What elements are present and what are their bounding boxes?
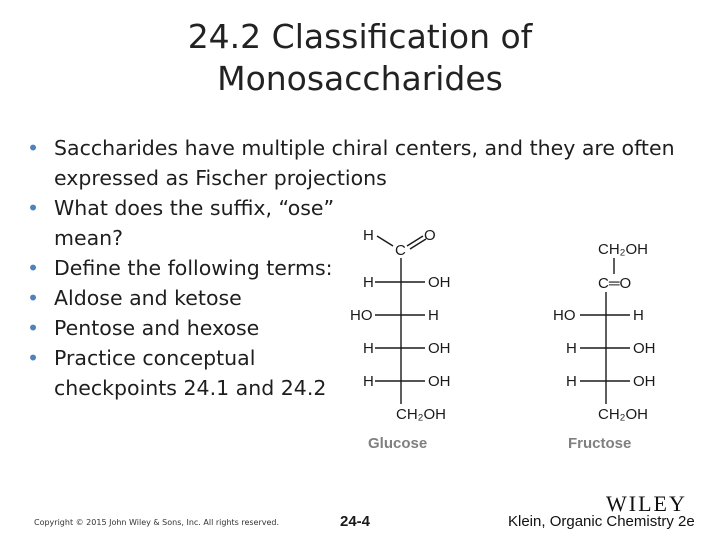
bullet-text: Define the following terms: bbox=[54, 256, 333, 280]
glucose-row-left: H bbox=[363, 373, 374, 390]
glucose-row-right: OH bbox=[428, 274, 451, 291]
copyright-notice: Copyright © 2015 John Wiley & Sons, Inc. All rights reserved. bbox=[34, 518, 280, 527]
glucose-caption: Glucose bbox=[368, 435, 428, 452]
slide-title-line-2: Monosaccharides bbox=[217, 59, 503, 98]
glucose-row-left: H bbox=[363, 340, 374, 357]
bullet-icon: • bbox=[27, 346, 40, 370]
glucose-aldehyde-o: O bbox=[424, 227, 436, 244]
glucose-row-left: H bbox=[363, 274, 374, 291]
bullet-icon: • bbox=[27, 196, 40, 220]
bullet-text: Aldose and ketose bbox=[54, 286, 242, 310]
bullet-text: Practice conceptual checkpoints 24.1 and 24.2 bbox=[54, 346, 327, 400]
glucose-row-right: OH bbox=[428, 340, 451, 357]
wiley-logo: WILEY bbox=[606, 491, 687, 516]
glucose-co-double-bond bbox=[407, 236, 423, 246]
fructose-row-right: OH bbox=[633, 340, 656, 357]
bullet-item bbox=[27, 343, 354, 403]
bullet-icon: • bbox=[27, 286, 40, 310]
bullet-icon: • bbox=[27, 316, 40, 340]
bullet-icon: • bbox=[27, 136, 40, 160]
glucose-row-right: H bbox=[428, 307, 439, 324]
bullet-item bbox=[27, 193, 354, 253]
fructose-caption: Fructose bbox=[568, 435, 632, 452]
slide-title bbox=[0, 16, 720, 100]
glucose-aldehyde-h: H bbox=[363, 227, 374, 244]
fructose-row-left: HO bbox=[553, 307, 576, 324]
bullet-text: What does the suffix, “ose” mean? bbox=[54, 196, 335, 250]
bullet-icon: • bbox=[27, 256, 40, 280]
fructose-row-left: H bbox=[566, 373, 577, 390]
page-number: 24-4 bbox=[340, 513, 371, 530]
bullet-text: Pentose and hexose bbox=[54, 316, 260, 340]
bullet-item bbox=[27, 253, 354, 283]
fructose-carbonyl: C═O bbox=[598, 275, 632, 292]
glucose-carbonyl-c: C bbox=[395, 242, 406, 259]
fructose-row-right: OH bbox=[633, 373, 656, 390]
fructose-row-right: H bbox=[633, 307, 644, 324]
glucose-co-double-bond-2 bbox=[410, 239, 426, 249]
fructose-bottom-group: CH₂OH bbox=[598, 406, 648, 423]
glucose-row-left: HO bbox=[350, 307, 373, 324]
glucose-ch-bond bbox=[377, 236, 393, 246]
fructose-fischer-projection bbox=[553, 241, 656, 452]
fructose-top-group: CH₂OH bbox=[598, 241, 648, 258]
bullet-text: Saccharides have multiple chiral centers, and they are often expressed as Fischer projections bbox=[54, 136, 675, 190]
glucose-fischer-projection bbox=[350, 227, 451, 452]
glucose-row-right: OH bbox=[428, 373, 451, 390]
fructose-row-left: H bbox=[566, 340, 577, 357]
bullet-item bbox=[27, 133, 687, 193]
book-citation: Klein, Organic Chemistry 2e bbox=[508, 513, 695, 530]
glucose-bottom-group: CH₂OH bbox=[396, 406, 446, 423]
slide-title-line-1: 24.2 Classification of bbox=[187, 17, 533, 56]
fischer-projection-figure bbox=[340, 218, 680, 458]
